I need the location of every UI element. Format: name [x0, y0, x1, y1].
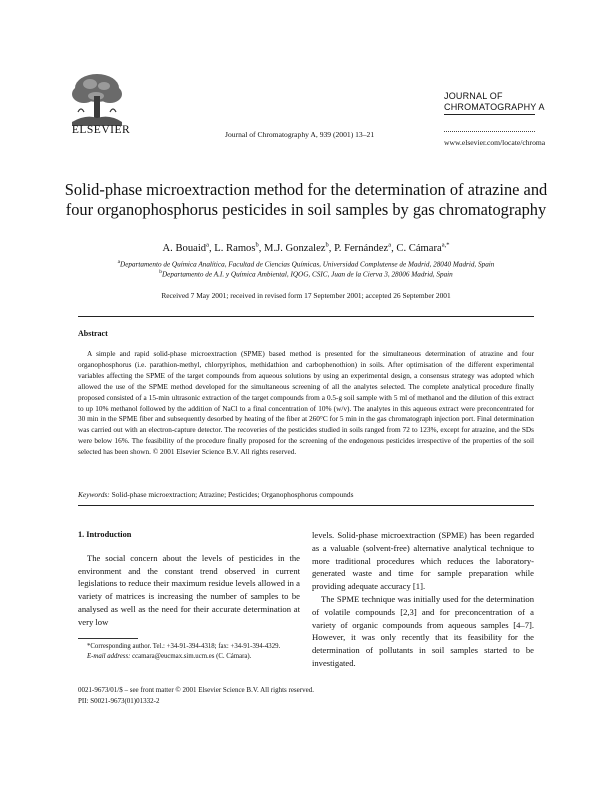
journal-rule [444, 114, 535, 115]
author: P. Fernández$^a$, [334, 241, 397, 254]
publisher-name: ELSEVIER [71, 124, 131, 136]
body-paragraph: The SPME technique was initially used for the determination of volatile compounds [2,3] and for preconcentration of a variety of organic compounds from aqueous samples [4–7]. However, it was only recently that its feasibility for the determination of pollutants in soil samples started to be investigated. [312, 593, 534, 668]
article-title: Solid-phase microextraction method for the determination of atrazine and four organophosphorus pesticides in soil samples by gas chromatography [64, 180, 548, 219]
footnote-rule [78, 638, 138, 639]
journal-name-line1: JOURNAL OF [444, 91, 503, 101]
abstract-bottom-rule [78, 505, 534, 506]
journal-url[interactable]: www.elsevier.com/locate/chroma [444, 138, 546, 147]
elsevier-tree-logo [66, 72, 128, 126]
section-heading-introduction: 1. Introduction [78, 530, 132, 539]
email-note: E-mail address: ccamara@eucmax.sim.ucm.es (C. Cámara). [87, 652, 252, 660]
journal-name-line2: CHROMATOGRAPHY A [444, 102, 545, 112]
received-dates: Received 7 May 2001; received in revised form 17 September 2001; accepted 26 September 2001 [161, 291, 451, 300]
abstract-top-rule [78, 316, 534, 317]
author: A. Bouaid$^a$, [162, 241, 215, 254]
issn-line: 0021-9673/01/$ – see front matter © 2001 Elsevier Science B.V. All rights reserved. [78, 686, 314, 694]
left-column [78, 529, 300, 629]
author-list [60, 241, 552, 254]
keywords-list: Solid-phase microextraction; Atrazine; Pesticides; Organophosphorus compounds [111, 490, 354, 499]
corresponding-author-note: *Corresponding author. Tel.: +34-91-394-4318; fax: +34-91-394-4329. [87, 643, 281, 650]
author: L. Ramos$^b$, [214, 241, 265, 254]
author: M.J. Gonzalez$^b$, [264, 241, 335, 254]
author: C. Cámara$^{a,*}$ [396, 241, 450, 254]
journal-name [444, 91, 545, 113]
footnote [78, 642, 300, 661]
journal-citation: Journal of Chromatography A, 939 (2001) 13–21 [225, 130, 375, 139]
right-column [312, 529, 534, 670]
affiliation-b: $^b$Departamento de A.I. y Química Ambiental, IQOG, CSIC, Juan de la Cierva 3, 28006 Madrid, Spain [159, 269, 453, 279]
body-paragraph: levels. Solid-phase microextraction (SPME) has been regarded as a valuable (solvent-free) alternative analytical technique to more traditional procedures which reduces the laboratory-generated waste and time for sample preparation while providing adequate accuracy [1]. [312, 530, 534, 592]
keywords-label: Keywords: [78, 490, 110, 499]
journal-rule-dotted [444, 131, 535, 132]
abstract-text: A simple and rapid solid-phase microextraction (SPME) based method is presented for the simultaneous determination of atrazine and four organophosphorus (i.e. parathion-methyl, chlorpyriphos, methidathion and carbophenothion) in soils. After optimisation of the different experimental variables affecting the SPME of the target compounds from aqueous solutions by using an experimental design, a consensus strategy was adopted which allowed the use of the SPME method developed for the simultaneous screening of all the analytes selected. The complete analytical procedure finally proposed consisted of a 15-min ultrasonic extraction of the target compounds from a 0.5-g soil sample with 5 ml of methanol and the dilution of this extract to up 10% methanol followed by the addition of NaCl to a final concentration of 10% (w/v). The analytes in this aqueous extract were preconcentrated for 30 min in the SPME fiber and subsequently desorbed by heating of the fiber at 260°C for 5 min in the gas chromatograph injection port. Final determination was carried out with an electron-capture detector. The recoveries of the pesticides studied in soils ranged from 72 to 123%, except for atrazine, and the SDs were below 16%. The feasibility of the procedure finally proposed for the screening of the endogenous pesticides irrespective of the properties of the soil selected has been shown. © 2001 Elsevier Science B.V. All rights reserved. [78, 350, 534, 457]
affiliation-a: $^a$Departamento de Química Analítica, Facultad de Ciencias Químicas, Universidad Complutense de Madrid, 28040 Madrid, Spain [117, 259, 495, 269]
email-address[interactable]: ccamara@eucmax.sim.ucm.es (C. Cámara). [132, 652, 252, 660]
abstract-heading: Abstract [78, 329, 108, 338]
intro-paragraph: The social concern about the levels of pesticides in the environment and the constant trend observed in current legislations to reduce their maximum residue levels allowed in a variety of matrices is increasing the number of samples to be analysed as well as the need for their accurate determination at very low [78, 552, 300, 627]
pii-line: PII: S0021-9673(01)01332-2 [78, 697, 160, 705]
keywords [78, 490, 534, 499]
